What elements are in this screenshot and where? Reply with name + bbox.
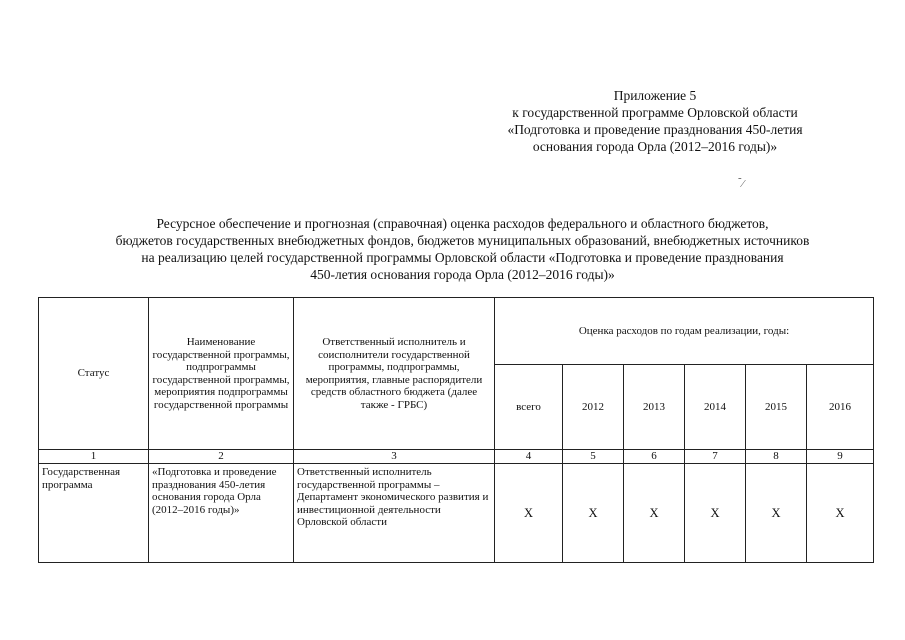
column-number: 8: [746, 450, 807, 464]
document-heading: [40, 215, 885, 283]
heading-line: на реализацию целей государственной программы Орловской области «Подготовка и проведение празднования: [141, 250, 784, 265]
header-year-total: всего: [495, 365, 563, 450]
column-number: 3: [294, 450, 495, 464]
appendix-line: основания города Орла (2012–2016 годы)»: [532, 139, 778, 154]
header-year: 2012: [563, 365, 624, 450]
header-year: 2016: [807, 365, 874, 450]
scan-mark: -: [738, 172, 742, 184]
header-year: 2014: [685, 365, 746, 450]
row-value-total: Х: [495, 464, 563, 563]
appendix-line: к государственной программе Орловской области: [512, 105, 798, 120]
header-year: 2015: [746, 365, 807, 450]
header-estimate: Оценка расходов по годам реализации, годы:: [495, 298, 874, 365]
row-executor: Ответственный исполнитель государственной программы – Департамент экономического развития и инвестиционной деятельности Орловской области: [294, 464, 495, 563]
table-row: [39, 464, 874, 563]
column-number: 9: [807, 450, 874, 464]
appendix-line: «Подготовка и проведение празднования 450-летия: [507, 122, 803, 137]
row-value: Х: [563, 464, 624, 563]
header-year: 2013: [624, 365, 685, 450]
row-value: Х: [624, 464, 685, 563]
header-name: Наименование государственной программы, подпрограммы государственной программы, мероприятия подпрограммы государственной программы: [149, 298, 294, 450]
heading-line: 450-летия основания города Орла (2012–2016 годы)»: [310, 267, 615, 282]
header-status: Статус: [39, 298, 149, 450]
row-name: «Подготовка и проведение празднования 450-летия основания города Орла (2012–2016 годы)»: [149, 464, 294, 563]
column-number: 7: [685, 450, 746, 464]
header-executor: Ответственный исполнитель и соисполнители государственной программы, подпрограммы, мероприятия, главные распорядители средств областного бюджета (далее также - ГРБС): [294, 298, 495, 450]
column-number: 4: [495, 450, 563, 464]
row-status: Государственная программа: [39, 464, 149, 563]
row-value: Х: [807, 464, 874, 563]
appendix-block: [470, 87, 840, 155]
column-number: 2: [149, 450, 294, 464]
column-number: 1: [39, 450, 149, 464]
appendix-title: Приложение 5: [613, 88, 697, 103]
heading-line: Ресурсное обеспечение и прогнозная (справочная) оценка расходов федерального и областного бюджетов,: [156, 216, 769, 231]
header-row: [39, 298, 874, 365]
column-number-row: [39, 450, 874, 464]
scan-mark: ⁄: [742, 178, 744, 190]
row-value: Х: [746, 464, 807, 563]
column-number: 5: [563, 450, 624, 464]
heading-line: бюджетов государственных внебюджетных фондов, бюджетов муниципальных образований, внебюджетных источников: [115, 233, 810, 248]
column-number: 6: [624, 450, 685, 464]
resource-table: [38, 297, 874, 563]
row-value: Х: [685, 464, 746, 563]
